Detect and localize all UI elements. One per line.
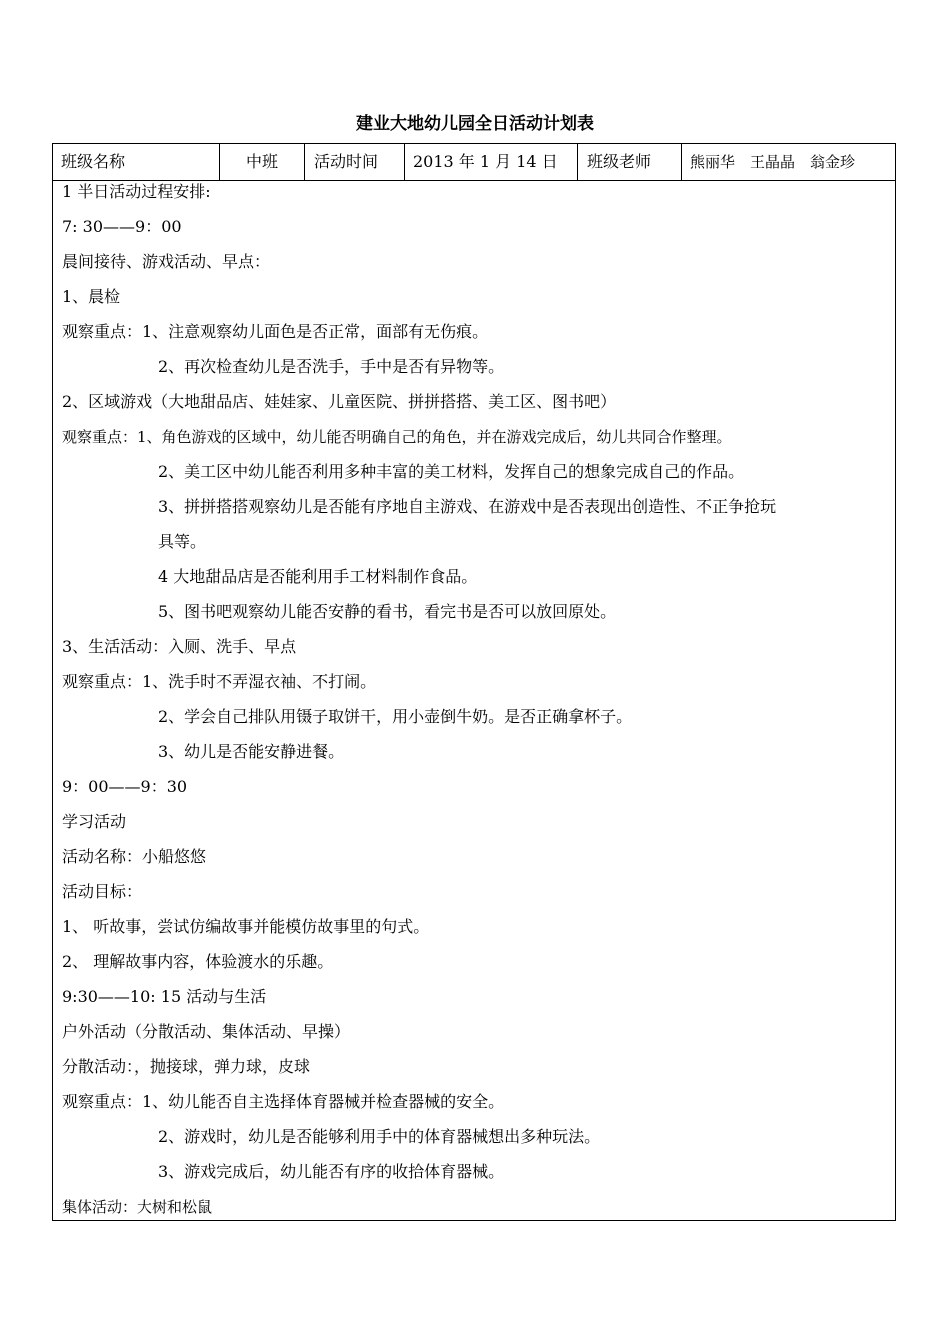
activity-item: 2、区域游戏（大地甜品店、娃娃家、儿童医院、拼拼搭搭、美工区、图书吧） bbox=[62, 392, 617, 411]
activity-item: 1、晨检 bbox=[62, 287, 121, 306]
observation-point: 4 大地甜品店是否能利用手工材料制作食品。 bbox=[158, 567, 478, 586]
time-slot: 9:30——10: 15 活动与生活 bbox=[62, 987, 267, 1006]
observation-point: 3、幼儿是否能安静进餐。 bbox=[158, 742, 345, 761]
activity-heading: 户外活动（分散活动、集体活动、早操） bbox=[62, 1022, 351, 1041]
activity-item: 分散活动：，抛接球，弹力球，皮球 bbox=[62, 1057, 311, 1076]
observation-point: 2、再次检查幼儿是否洗手，手中是否有异物等。 bbox=[158, 357, 505, 376]
activity-goal: 1、 听故事，尝试仿编故事并能模仿故事里的句式。 bbox=[62, 917, 430, 936]
activity-heading: 晨间接待、游戏活动、早点： bbox=[62, 252, 271, 271]
table-header-row bbox=[53, 144, 895, 181]
activity-name: 活动名称：小船悠悠 bbox=[62, 847, 207, 866]
observation-point: 5、图书吧观察幼儿能否安静的看书，看完书是否可以放回原处。 bbox=[158, 602, 617, 621]
observation-point: 2、游戏时，幼儿是否能够利用手中的体育器械想出多种玩法。 bbox=[158, 1127, 601, 1146]
class-teacher-value: 熊丽华 王晶晶 翁金珍 bbox=[690, 153, 856, 171]
time-slot: 7: 30——9：00 bbox=[62, 217, 182, 236]
class-teacher-label: 班级老师 bbox=[578, 144, 682, 180]
observation-point: 观察重点：1、角色游戏的区域中，幼儿能否明确自己的角色，并在游戏完成后，幼儿共同合作整理。 bbox=[62, 428, 732, 446]
observation-point: 观察重点：1、注意观察幼儿面色是否正常，面部有无伤痕。 bbox=[62, 322, 489, 341]
observation-point: 2、美工区中幼儿能否利用多种丰富的美工材料，发挥自己的想象完成自己的作品。 bbox=[158, 462, 745, 481]
observation-point-continued: 具等。 bbox=[158, 532, 207, 551]
observation-point: 观察重点：1、洗手时不弄湿衣袖、不打闹。 bbox=[62, 672, 377, 691]
activity-time-label: 活动时间 bbox=[305, 144, 405, 180]
observation-point: 3、游戏完成后，幼儿能否有序的收拾体育器械。 bbox=[158, 1162, 505, 1181]
page-title: 建业大地幼儿园全日活动计划表 bbox=[356, 114, 594, 134]
activity-item: 集体活动：大树和松鼠 bbox=[62, 1198, 213, 1216]
activity-heading: 学习活动 bbox=[62, 812, 127, 831]
activity-goal: 2、 理解故事内容，体验渡水的乐趣。 bbox=[62, 952, 334, 971]
activity-item: 3、生活活动：入厕、洗手、早点 bbox=[62, 637, 297, 656]
observation-point: 3、拼拼搭搭观察幼儿是否能有序地自主游戏、在游戏中是否表现出创造性、不正争抢玩 bbox=[158, 497, 777, 516]
observation-point: 观察重点：1、幼儿能否自主选择体育器械并检查器械的安全。 bbox=[62, 1092, 505, 1111]
time-slot: 9：00——9：30 bbox=[62, 777, 188, 796]
observation-point: 2、学会自己排队用镊子取饼干，用小壶倒牛奶。是否正确拿杯子。 bbox=[158, 707, 633, 726]
activity-time-value: 2013 年 1 月 14 日 bbox=[405, 144, 578, 180]
class-name-label: 班级名称 bbox=[53, 144, 220, 180]
activity-goals-heading: 活动目标： bbox=[62, 882, 143, 901]
plan-table bbox=[52, 143, 896, 1221]
section-heading: 1 半日活动过程安排: bbox=[62, 182, 211, 201]
class-name-value: 中班 bbox=[220, 144, 305, 180]
